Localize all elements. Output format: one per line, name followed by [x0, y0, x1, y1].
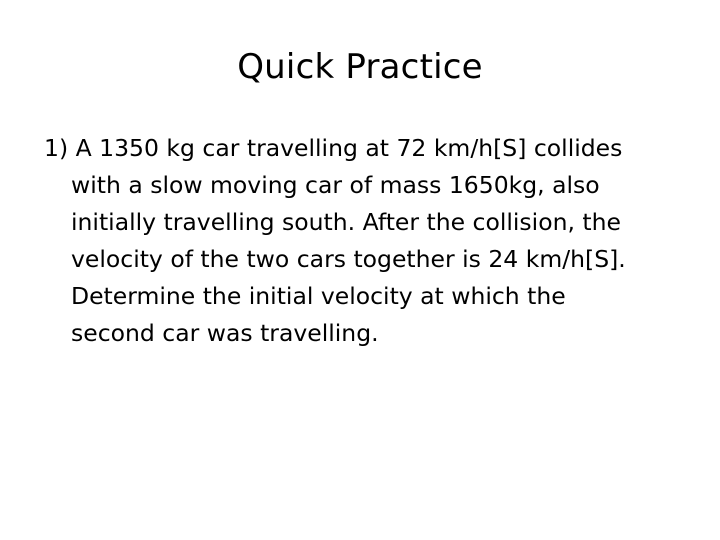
question-text — [44, 130, 694, 352]
slide-title: Quick Practice — [237, 47, 483, 87]
question-line-2: with a slow moving car of mass 1650kg, also — [71, 171, 600, 199]
question-line-4: velocity of the two cars together is 24 km/h[S]. — [71, 245, 626, 273]
question-line-5: Determine the initial velocity at which the — [71, 282, 566, 310]
question-line-3: initially travelling south. After the collision, the — [71, 208, 621, 236]
question-line-1: 1) A 1350 kg car travelling at 72 km/h[S] collides — [44, 134, 623, 162]
question-line-6: second car was travelling. — [71, 319, 379, 347]
